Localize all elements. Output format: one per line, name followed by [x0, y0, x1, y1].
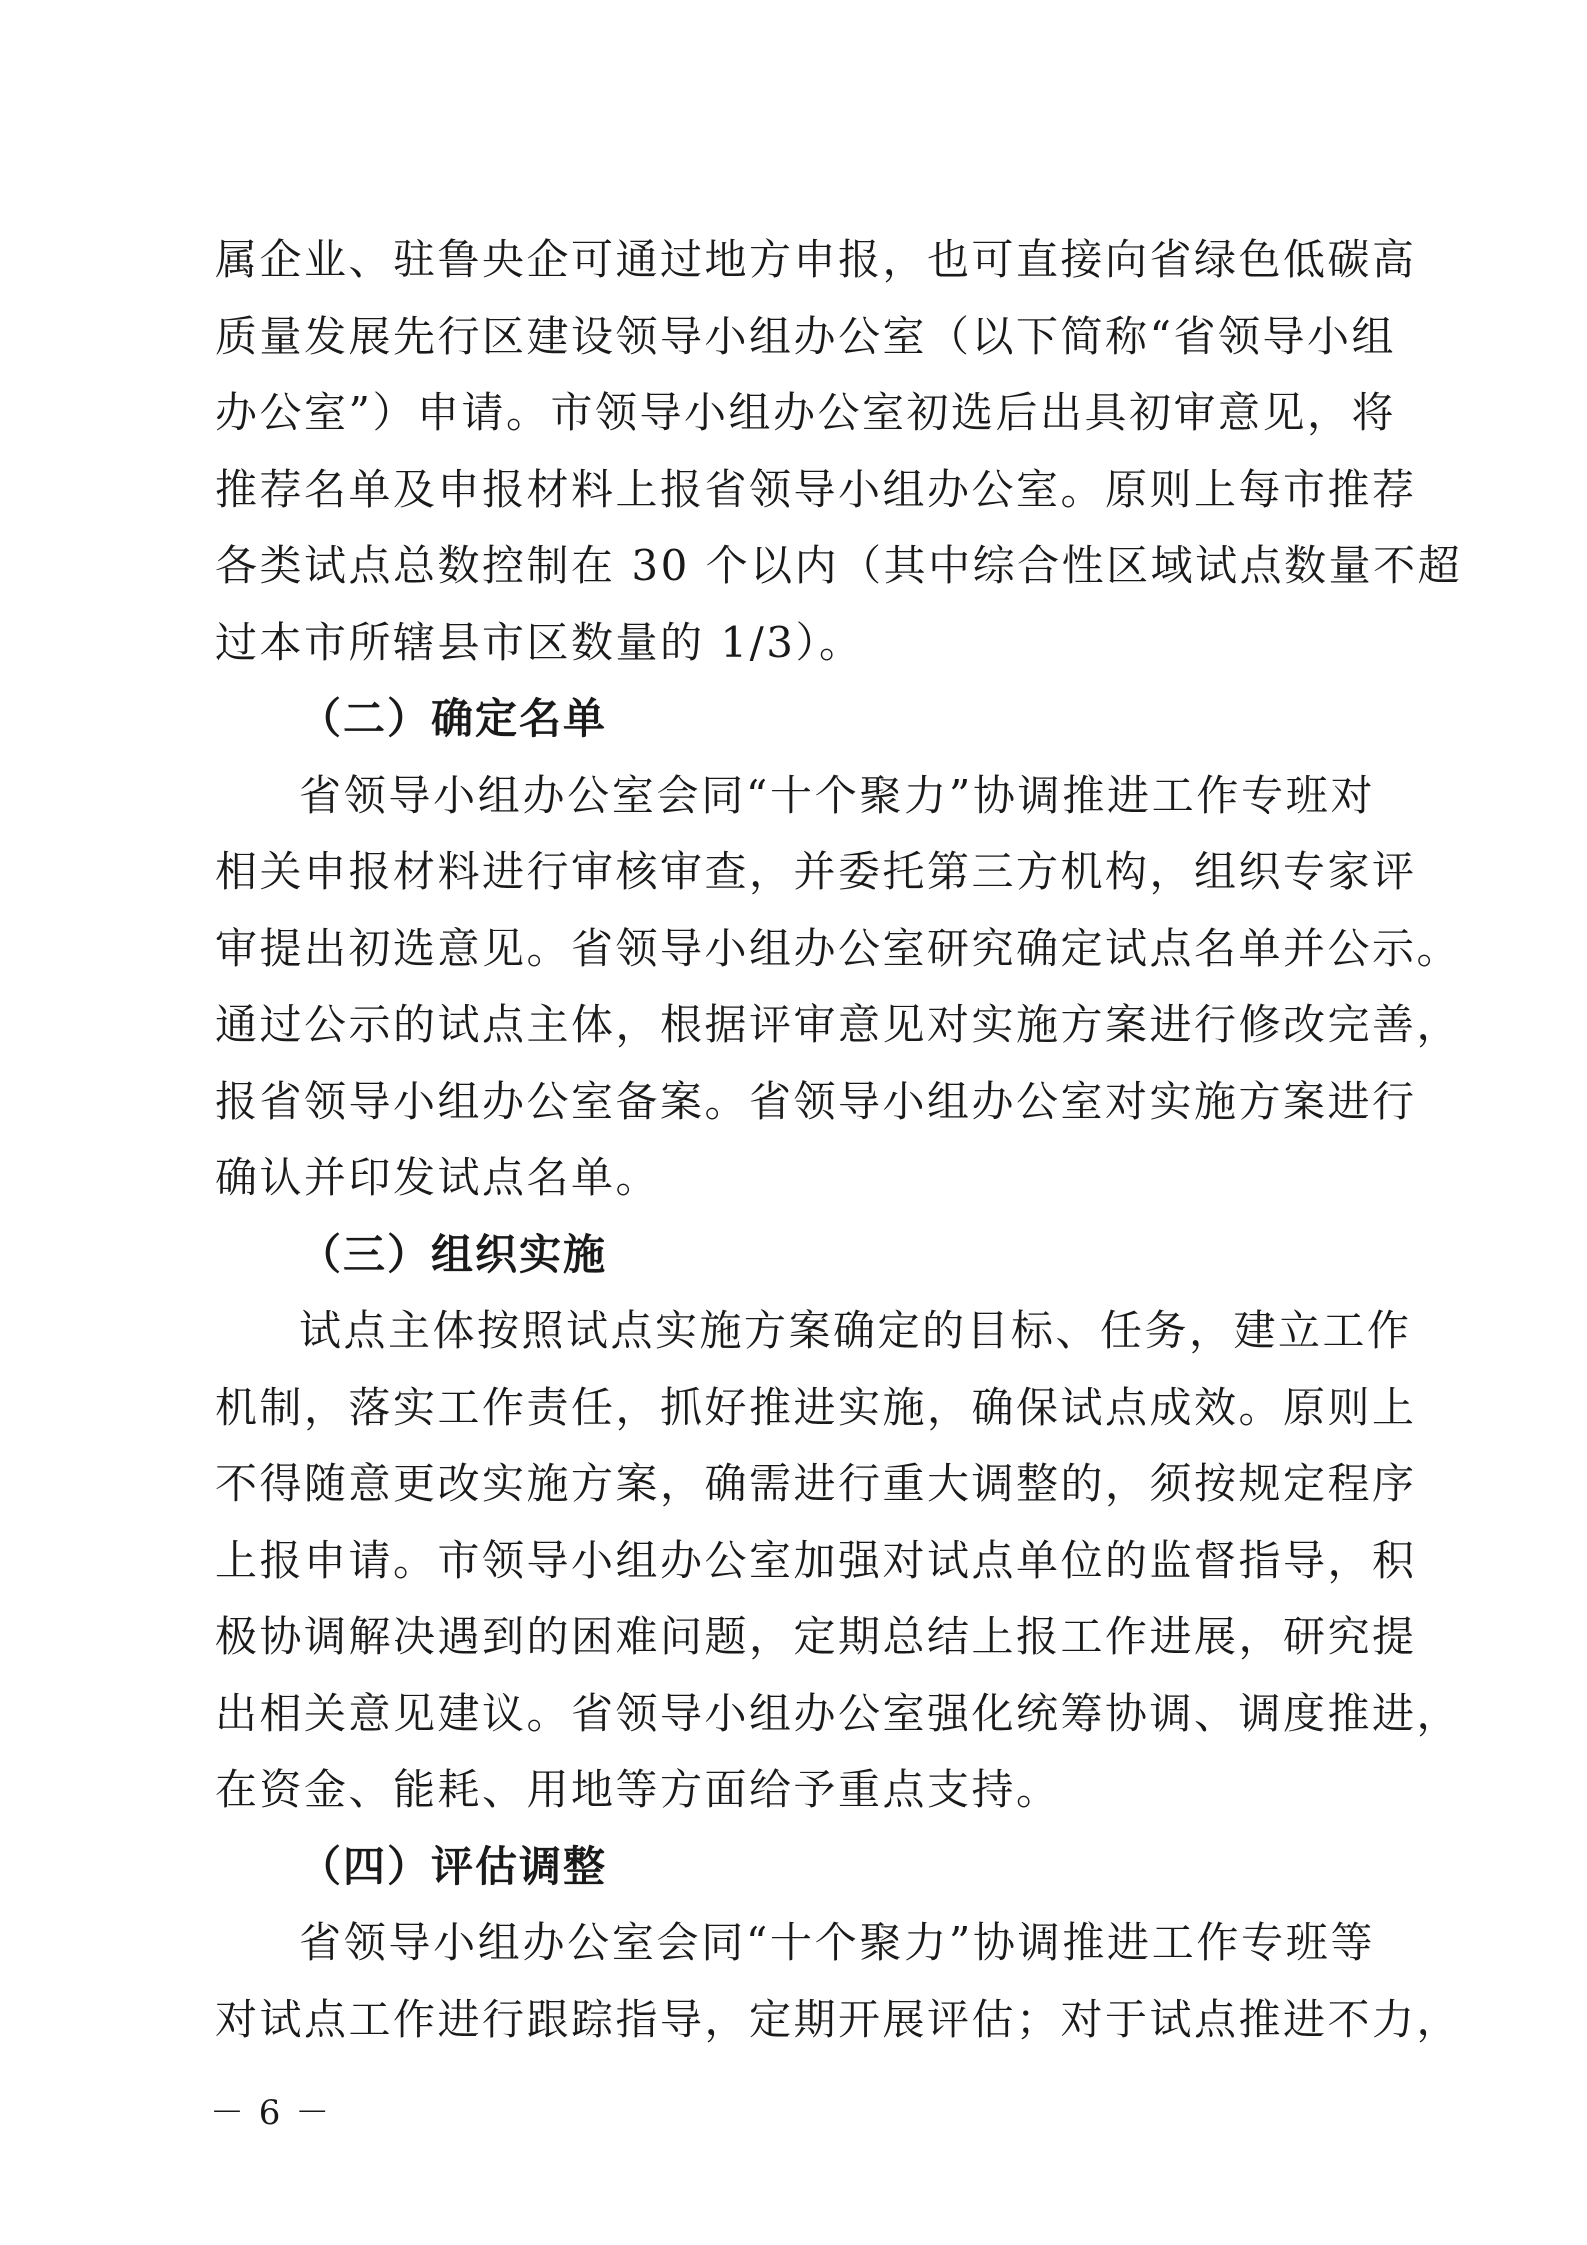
- text-line: 审提出初选意见。省领导小组办公室研究确定试点名单并公示。: [215, 923, 1462, 973]
- text-line: 推荐名单及申报材料上报省领导小组办公室。原则上每市推荐: [215, 464, 1417, 514]
- section-heading-2: （二）确定名单: [299, 694, 608, 743]
- page-number: － 6 －: [210, 2093, 332, 2133]
- text-line: 办公室”）申请。市领导小组办公室初选后出具初审意见，将: [215, 388, 1396, 437]
- text-line: 省领导小组办公室会同“十个聚力”协调推进工作专班等: [299, 1918, 1375, 1967]
- paragraph-2: [215, 758, 1462, 1217]
- text-line: 在资金、能耗、用地等方面给予重点支持。: [215, 1765, 1061, 1814]
- text-line: 通过公示的试点主体，根据评审意见对实施方案进行修改完善，: [215, 1000, 1462, 1049]
- text-line: 机制，落实工作责任，抓好推进实施，确保试点成效。原则上: [215, 1382, 1417, 1432]
- text-line: 省领导小组办公室会同“十个聚力”协调推进工作专班对: [299, 770, 1375, 820]
- document-body: [215, 222, 1463, 2058]
- section-heading-3: （三）组织实施: [299, 1229, 608, 1279]
- text-line: 报省领导小组办公室备案。省领导小组办公室对实施方案进行: [215, 1076, 1417, 1126]
- text-line: 相关申报材料进行审核审查，并委托第三方机构，组织专家评: [215, 847, 1417, 896]
- text-line: 极协调解决遇到的困难问题，定期总结上报工作进展，研究提: [215, 1612, 1417, 1661]
- paragraph-1: [215, 222, 1463, 681]
- text-line: 属企业、驻鲁央企可通过地方申报，也可直接向省绿色低碳高: [215, 235, 1417, 284]
- text-line: 不得随意更改实施方案，确需进行重大调整的，须按规定程序: [215, 1459, 1417, 1508]
- text-line: 试点主体按照试点实施方案确定的目标、任务，建立工作: [299, 1306, 1412, 1355]
- text-line: 过本市所辖县市区数量的 1/3）。: [215, 617, 864, 667]
- text-line: 质量发展先行区建设领导小组办公室（以下简称“省领导小组: [215, 311, 1396, 361]
- text-line: 对试点工作进行跟踪指导，定期开展评估；对于试点推进不力，: [215, 1994, 1462, 2044]
- paragraph-4: [215, 1905, 1462, 2058]
- section-heading-4: （四）评估调整: [299, 1841, 608, 1891]
- text-line: 确认并印发试点名单。: [215, 1153, 661, 1202]
- text-line: 上报申请。市领导小组办公室加强对试点单位的监督指导，积: [215, 1535, 1417, 1585]
- text-line: 各类试点总数控制在 30 个以内（其中综合性区域试点数量不超: [215, 541, 1463, 590]
- text-line: 出相关意见建议。省领导小组办公室强化统筹协调、调度推进，: [215, 1688, 1462, 1738]
- paragraph-3: [215, 1293, 1462, 1829]
